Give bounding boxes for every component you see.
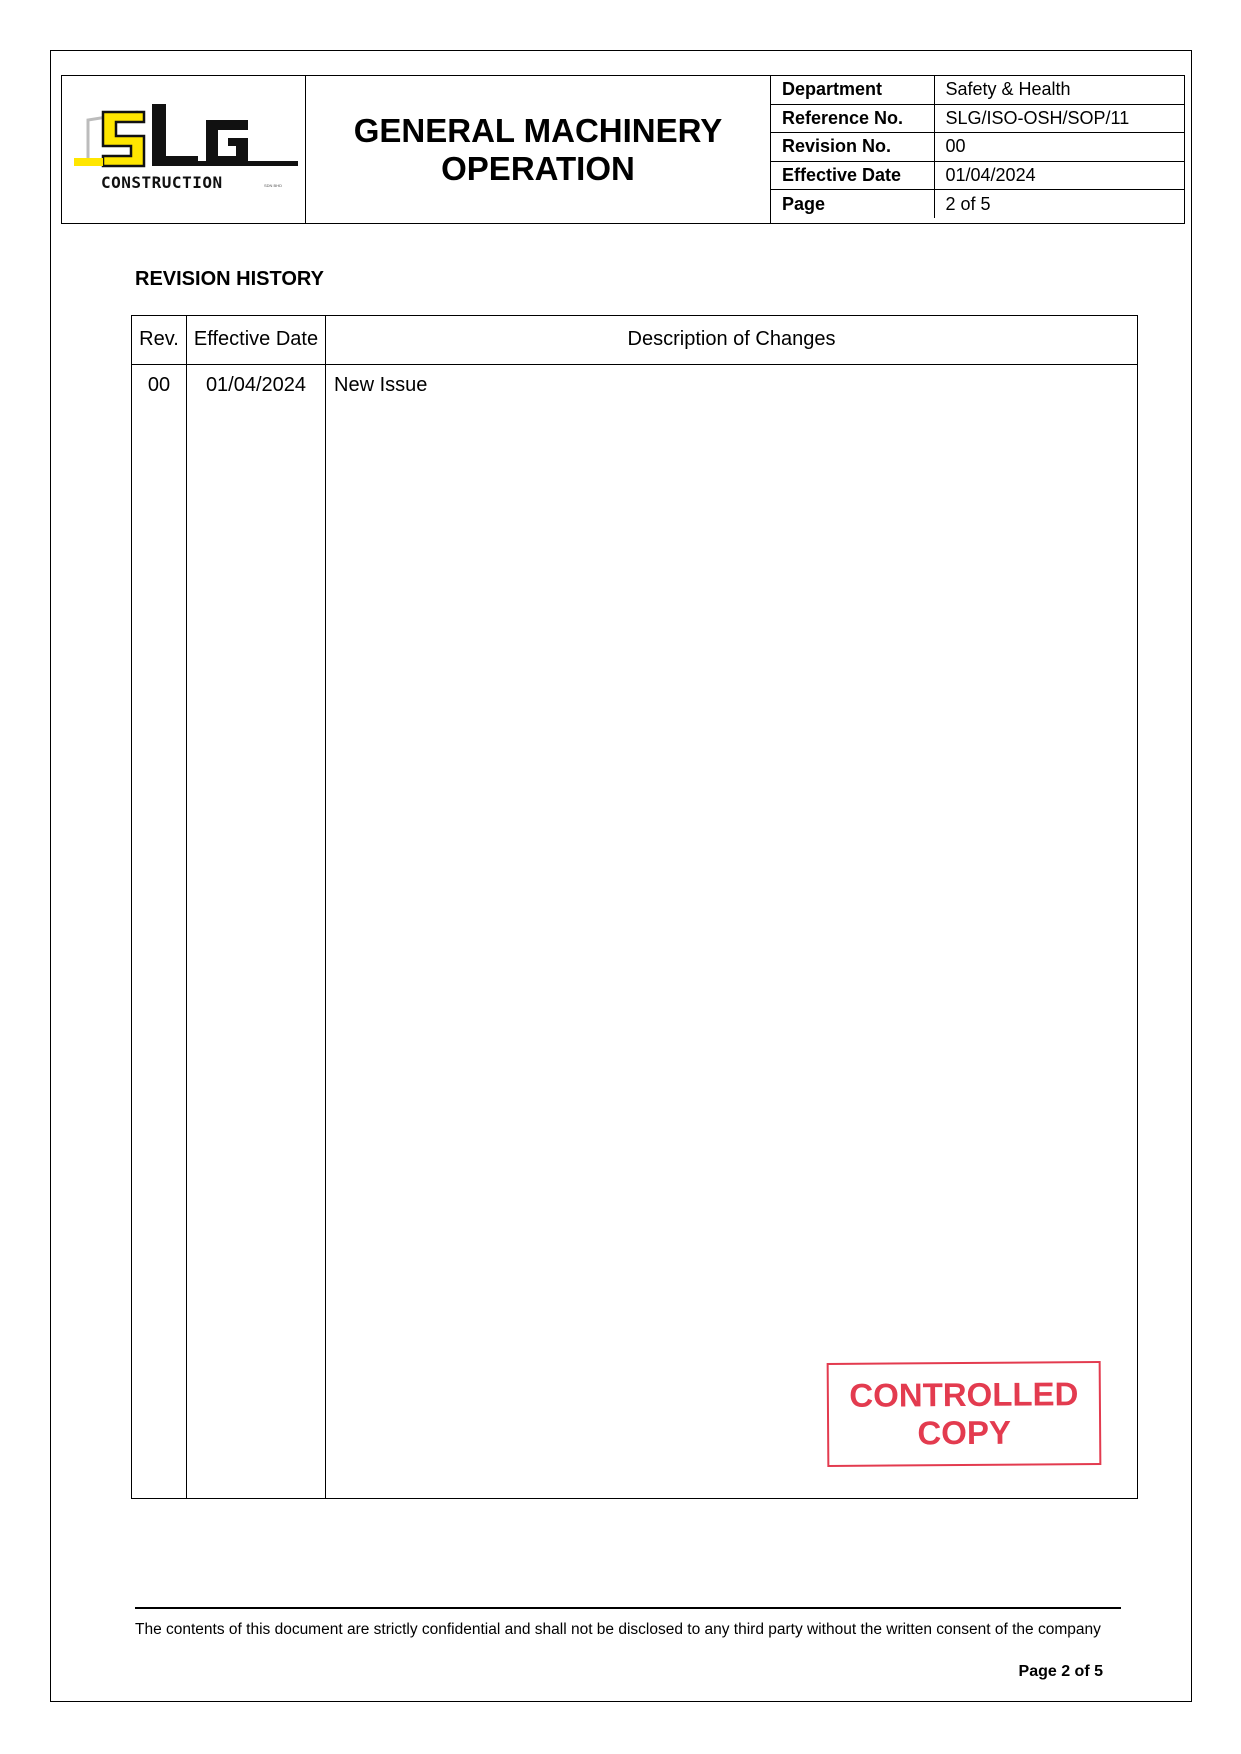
revision-history-table — [131, 315, 1138, 1499]
meta-value: 00 — [934, 133, 1184, 161]
stamp-line-2: COPY — [917, 1413, 1012, 1452]
row-description-value: New Issue — [334, 374, 428, 396]
footer-page-number: Page 2 of 5 — [1018, 1663, 1103, 1680]
meta-row-reference — [771, 104, 1184, 132]
row-date-value: 01/04/2024 — [205, 374, 307, 396]
meta-value: Safety & Health — [934, 76, 1184, 104]
meta-row-department — [771, 76, 1184, 104]
meta-value: SLG/ISO-OSH/SOP/11 — [934, 104, 1184, 132]
confidentiality-notice: The contents of this document are strictly confidential and shall not be disclosed to any third party without the written consent of the company — [135, 1621, 1101, 1638]
header-divider — [132, 364, 1137, 365]
logo-wordmark: CONSTRUCTION — [101, 173, 223, 192]
document-header — [61, 75, 1185, 224]
document-title — [306, 76, 771, 223]
column-header-effective-date: Effective Date — [193, 328, 319, 350]
meta-value: 2 of 5 — [945, 193, 991, 214]
document-meta-table — [771, 76, 1184, 218]
column-header-description: Description of Changes — [627, 328, 836, 350]
meta-value: 01/04/2024 — [934, 161, 1184, 189]
title-line-1: GENERAL MACHINERY — [353, 111, 723, 149]
meta-row-effective-date — [771, 161, 1184, 189]
title-line-2: OPERATION — [441, 149, 635, 187]
stamp-line-1: CONTROLLED — [849, 1375, 1079, 1414]
meta-label: Reference No. — [771, 104, 934, 132]
logo-wordmark-suffix: SDN BHD — [264, 183, 283, 188]
column-divider — [325, 316, 326, 1498]
column-divider — [186, 316, 187, 1498]
controlled-copy-stamp — [827, 1361, 1102, 1467]
footer-divider — [135, 1607, 1121, 1609]
meta-label: Revision No. — [771, 133, 934, 161]
company-logo-cell — [62, 76, 306, 223]
row-rev-value: 00 — [147, 374, 171, 396]
meta-label: Department — [771, 76, 934, 104]
meta-label: Effective Date — [771, 161, 934, 189]
meta-row-page — [771, 190, 1184, 218]
meta-label: Page — [771, 190, 934, 218]
column-header-rev: Rev. — [139, 328, 179, 350]
slg-construction-logo — [68, 98, 300, 202]
meta-row-revision — [771, 133, 1184, 161]
revision-history-heading: REVISION HISTORY — [135, 268, 324, 290]
